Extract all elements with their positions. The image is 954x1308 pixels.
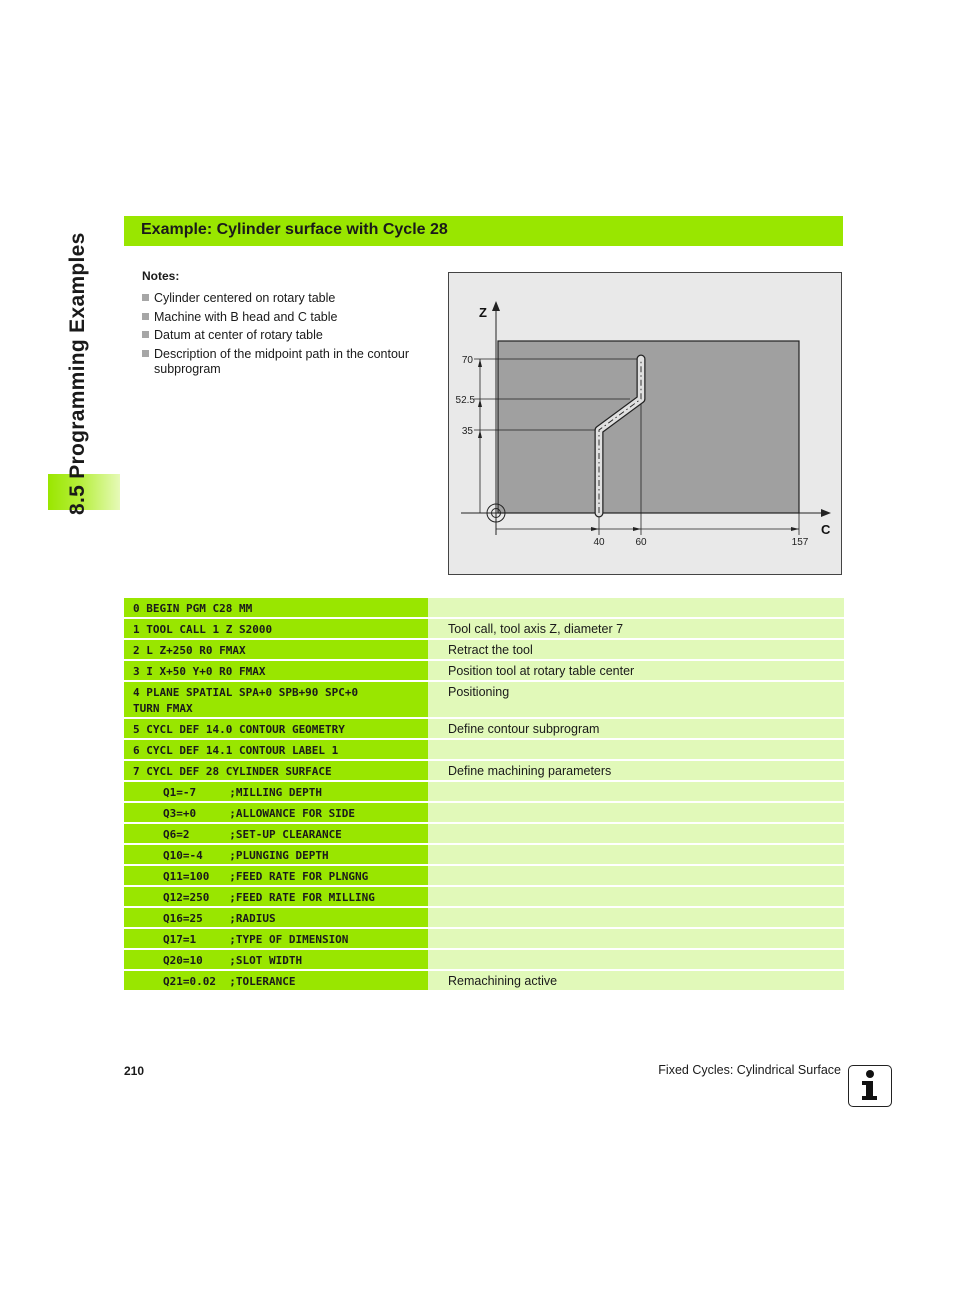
notes-list: [142, 291, 412, 380]
nc-comment: [428, 598, 844, 617]
nc-comment: [428, 929, 844, 948]
table-row: [124, 887, 844, 906]
nc-comment: [428, 824, 844, 843]
nc-block: 4 PLANE SPATIAL SPA+0 SPB+90 SPC+0 TURN FMAX: [124, 682, 428, 717]
nc-comment: [428, 803, 844, 822]
nc-comment: [428, 908, 844, 927]
z-dim-arrow: [478, 399, 482, 407]
nc-block: 7 CYCL DEF 28 CYLINDER SURFACE: [124, 761, 428, 780]
c-dim-arrow: [633, 527, 641, 531]
note-item: [142, 291, 412, 306]
nc-comment: Retract the tool: [428, 640, 844, 659]
nc-comment: Positioning: [428, 682, 844, 717]
c-tick-40: 40: [593, 537, 605, 548]
c-dim-arrow: [591, 527, 599, 531]
info-glyph: [849, 1066, 890, 1105]
table-row: [124, 971, 844, 990]
c-tick-60: 60: [635, 537, 647, 548]
nc-block: 0 BEGIN PGM C28 MM: [124, 598, 428, 617]
square-bullet-icon: [142, 331, 149, 338]
example-header: Example: Cylinder surface with Cycle 28: [124, 216, 843, 246]
cycle-parameter: Q12=250 ;FEED RATE FOR MILLING: [124, 887, 428, 906]
c-axis-label: C: [821, 522, 831, 537]
nc-comment: [428, 782, 844, 801]
cycle-parameter: Q1=-7 ;MILLING DEPTH: [124, 782, 428, 801]
table-row: [124, 598, 844, 617]
note-item: [142, 328, 412, 343]
z-dim-arrow: [478, 359, 482, 367]
z-dim-arrow: [478, 430, 482, 438]
z-tick-35: 35: [461, 426, 473, 437]
cycle-parameter: Q11=100 ;FEED RATE FOR PLNGNG: [124, 866, 428, 885]
note-item: [142, 310, 412, 325]
cycle-parameter: Q3=+0 ;ALLOWANCE FOR SIDE: [124, 803, 428, 822]
nc-comment: [428, 950, 844, 969]
table-row: [124, 619, 844, 638]
nc-comment: Define machining parameters: [428, 761, 844, 780]
note-text: Description of the midpoint path in the contour subprogram: [154, 346, 410, 376]
nc-comment: [428, 845, 844, 864]
table-row: [124, 740, 844, 759]
nc-block: 6 CYCL DEF 14.1 CONTOUR LABEL 1: [124, 740, 428, 759]
c-axis-arrow: [821, 509, 831, 517]
section-title-vertical: 8.5 Programming Examples: [66, 232, 89, 515]
table-row: [124, 908, 844, 927]
nc-block: 5 CYCL DEF 14.0 CONTOUR GEOMETRY: [124, 719, 428, 738]
table-row: [124, 682, 844, 717]
note-item: [142, 347, 412, 377]
table-row: [124, 929, 844, 948]
nc-block: 2 L Z+250 R0 FMAX: [124, 640, 428, 659]
cycle-parameter: Q6=2 ;SET-UP CLEARANCE: [124, 824, 428, 843]
table-row: [124, 845, 844, 864]
table-row: [124, 824, 844, 843]
cycle-parameter: Q21=0.02 ;TOLERANCE: [124, 971, 428, 990]
cylinder-surface-figure: [448, 272, 842, 575]
table-row: [124, 782, 844, 801]
c-tick-157: 157: [791, 537, 809, 548]
table-row: [124, 803, 844, 822]
page-number: 210: [124, 1064, 145, 1078]
table-row: [124, 761, 844, 780]
table-row: [124, 661, 844, 680]
nc-comment: [428, 887, 844, 906]
nc-block: 3 I X+50 Y+0 R0 FMAX: [124, 661, 428, 680]
nc-program-table: [124, 598, 844, 992]
table-row: [124, 719, 844, 738]
square-bullet-icon: [142, 294, 149, 301]
chapter-title: Fixed Cycles: Cylindrical Surface: [658, 1063, 841, 1077]
nc-comment: Remachining active: [428, 971, 844, 990]
note-text: Datum at center of rotary table: [154, 328, 323, 342]
z-axis-arrow: [492, 301, 500, 311]
figure-drawing: [449, 273, 843, 576]
z-tick-52-5: 52.5: [455, 395, 475, 406]
z-tick-70: 70: [461, 355, 473, 366]
square-bullet-icon: [142, 313, 149, 320]
table-row: [124, 866, 844, 885]
note-text: Cylinder centered on rotary table: [154, 291, 336, 305]
nc-comment: Position tool at rotary table center: [428, 661, 844, 680]
notes-title: Notes:: [142, 269, 180, 283]
info-icon[interactable]: [848, 1065, 892, 1107]
table-row: [124, 950, 844, 969]
c-dim-arrow: [791, 527, 799, 531]
z-axis-label: Z: [479, 305, 487, 320]
cycle-parameter: Q20=10 ;SLOT WIDTH: [124, 950, 428, 969]
cycle-parameter: Q10=-4 ;PLUNGING DEPTH: [124, 845, 428, 864]
nc-comment: Define contour subprogram: [428, 719, 844, 738]
cycle-parameter: Q17=1 ;TYPE OF DIMENSION: [124, 929, 428, 948]
note-text: Machine with B head and C table: [154, 309, 338, 324]
square-bullet-icon: [142, 350, 149, 357]
table-row: [124, 640, 844, 659]
unrolled-surface: [498, 341, 799, 513]
nc-comment: Tool call, tool axis Z, diameter 7: [428, 619, 844, 638]
nc-comment: [428, 866, 844, 885]
nc-block: 1 TOOL CALL 1 Z S2000: [124, 619, 428, 638]
cycle-parameter: Q16=25 ;RADIUS: [124, 908, 428, 927]
nc-comment: [428, 740, 844, 759]
